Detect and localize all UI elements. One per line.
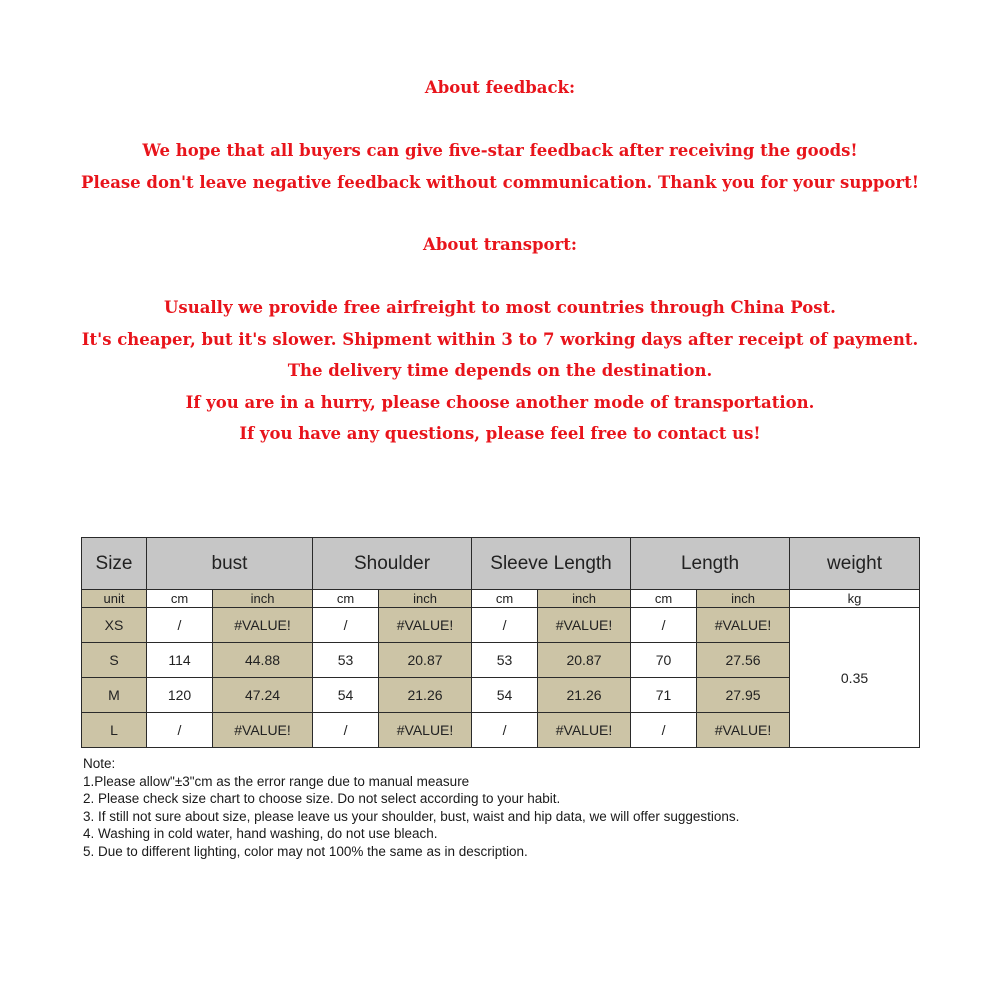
- unit-length-cm: cm: [631, 590, 697, 608]
- unit-shoulder-inch: inch: [379, 590, 472, 608]
- cell-shoulder-cm: /: [313, 713, 379, 748]
- cell-size: L: [82, 713, 147, 748]
- cell-size: S: [82, 643, 147, 678]
- unit-label: unit: [82, 590, 147, 608]
- note-item: 5. Due to different lighting, color may not 100% the same as in description.: [83, 843, 528, 859]
- header-length: Length: [631, 538, 790, 590]
- cell-bust-cm: /: [147, 713, 213, 748]
- unit-row: [82, 590, 920, 608]
- cell-shoulder-cm: 54: [313, 678, 379, 713]
- cell-sleeve-inch: #VALUE!: [538, 713, 631, 748]
- header-row: [82, 538, 920, 590]
- cell-shoulder-inch: 20.87: [379, 643, 472, 678]
- cell-sleeve-cm: /: [472, 608, 538, 643]
- unit-shoulder-cm: cm: [313, 590, 379, 608]
- cell-length-inch: #VALUE!: [697, 608, 790, 643]
- cell-length-cm: /: [631, 608, 697, 643]
- cell-bust-cm: /: [147, 608, 213, 643]
- cell-bust-cm: 120: [147, 678, 213, 713]
- feedback-line-2: Please don't leave negative feedback without communication. Thank you for your support!: [81, 173, 919, 192]
- cell-shoulder-inch: 21.26: [379, 678, 472, 713]
- cell-sleeve-cm: 53: [472, 643, 538, 678]
- cell-length-cm: 70: [631, 643, 697, 678]
- cell-length-cm: 71: [631, 678, 697, 713]
- size-chart-table: [81, 537, 920, 748]
- transport-line-2: It's cheaper, but it's slower. Shipment within 3 to 7 working days after receipt of payment.: [81, 330, 919, 349]
- header-size: Size: [82, 538, 147, 590]
- feedback-line-1: We hope that all buyers can give five-star feedback after receiving the goods!: [142, 141, 858, 160]
- transport-line-3: The delivery time depends on the destination.: [287, 361, 713, 380]
- cell-sleeve-cm: /: [472, 713, 538, 748]
- note-item: 4. Washing in cold water, hand washing, do not use bleach.: [83, 826, 438, 841]
- cell-bust-inch: 47.24: [213, 678, 313, 713]
- cell-length-cm: /: [631, 713, 697, 748]
- unit-sleeve-cm: cm: [472, 590, 538, 608]
- notes-section: [83, 755, 739, 860]
- cell-shoulder-cm: 53: [313, 643, 379, 678]
- transport-line-5: If you have any questions, please feel free to contact us!: [239, 424, 761, 443]
- cell-sleeve-inch: 20.87: [538, 643, 631, 678]
- header-weight: weight: [790, 538, 920, 590]
- unit-length-inch: inch: [697, 590, 790, 608]
- cell-bust-inch: #VALUE!: [213, 713, 313, 748]
- cell-sleeve-cm: 54: [472, 678, 538, 713]
- feedback-heading: About feedback:: [424, 78, 576, 97]
- unit-sleeve-inch: inch: [538, 590, 631, 608]
- cell-shoulder-inch: #VALUE!: [379, 608, 472, 643]
- note-item: 1.Please allow"±3"cm as the error range due to manual measure: [83, 773, 470, 789]
- notes-title: Note:: [83, 756, 116, 771]
- cell-sleeve-inch: 21.26: [538, 678, 631, 713]
- note-item: 3. If still not sure about size, please leave us your shoulder, bust, waist and hip data, we will offer suggestions.: [83, 808, 740, 824]
- unit-bust-cm: cm: [147, 590, 213, 608]
- cell-length-inch: 27.56: [697, 643, 790, 678]
- cell-shoulder-inch: #VALUE!: [379, 713, 472, 748]
- header-bust: bust: [147, 538, 313, 590]
- cell-bust-inch: 44.88: [213, 643, 313, 678]
- cell-weight: 0.35: [790, 608, 920, 748]
- cell-length-inch: #VALUE!: [697, 713, 790, 748]
- note-item: 2. Please check size chart to choose size. Do not select according to your habit.: [83, 791, 561, 806]
- transport-heading: About transport:: [423, 235, 577, 254]
- cell-length-inch: 27.95: [697, 678, 790, 713]
- transport-line-4: If you are in a hurry, please choose another mode of transportation.: [185, 393, 815, 412]
- cell-sleeve-inch: #VALUE!: [538, 608, 631, 643]
- unit-bust-inch: inch: [213, 590, 313, 608]
- header-sleeve-length: Sleeve Length: [472, 538, 631, 590]
- transport-line-1: Usually we provide free airfreight to most countries through China Post.: [164, 298, 836, 317]
- cell-bust-cm: 114: [147, 643, 213, 678]
- cell-size: M: [82, 678, 147, 713]
- unit-weight-kg: kg: [790, 590, 920, 608]
- cell-bust-inch: #VALUE!: [213, 608, 313, 643]
- header-shoulder: Shoulder: [313, 538, 472, 590]
- cell-shoulder-cm: /: [313, 608, 379, 643]
- cell-size: XS: [82, 608, 147, 643]
- table-row: [82, 608, 920, 643]
